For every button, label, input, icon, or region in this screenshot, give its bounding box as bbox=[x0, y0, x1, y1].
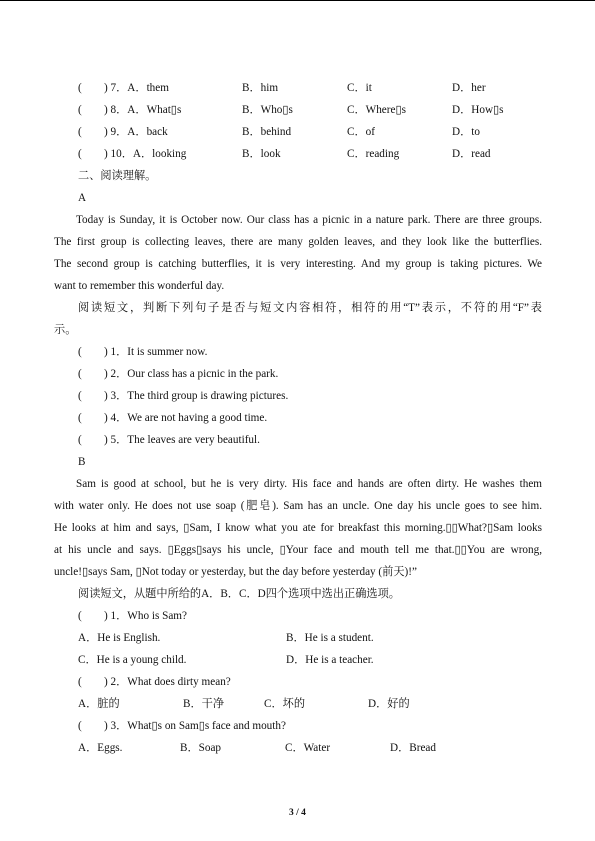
option-a: ) 7．A．them bbox=[104, 82, 169, 94]
passage-b-line: at his uncle and says. ▯Eggs▯says his uncle, ▯Your face and mouth tell me that.▯▯You are wrong, bbox=[54, 544, 542, 556]
passage-a-line: Today is Sunday, it is October now. Our class has a picnic in a nature park. There are three groups. bbox=[76, 214, 542, 226]
option-c: C．Where▯s bbox=[347, 104, 406, 116]
option-c: C．it bbox=[347, 82, 372, 94]
passage-b-line: with water only. He does not use soap (肥皂). Sam has an uncle. One day his uncle goes to see him. bbox=[54, 500, 542, 512]
option-c: C．of bbox=[347, 126, 375, 138]
passage-b-line: Sam is good at school, but he is very dirty. His face and hands are often dirty. He washes them bbox=[76, 478, 542, 490]
answer-bracket: ( bbox=[78, 126, 82, 138]
question-text: ) 2．Our class has a picnic in the park. bbox=[104, 368, 279, 380]
question-text: ) 1．Who is Sam? bbox=[104, 610, 187, 622]
option-b: B．Who▯s bbox=[242, 104, 293, 116]
option-b: B．behind bbox=[242, 126, 292, 138]
passage-a-line: want to remember this wonderful day. bbox=[54, 280, 225, 292]
option-b: B．干净 bbox=[183, 698, 225, 710]
option-b: B．Soap bbox=[180, 742, 222, 754]
option-b: B．look bbox=[242, 148, 281, 160]
page-top-rule bbox=[0, 0, 595, 1]
passage-a-line: The second group is catching butterflies, it is very interesting. And my group is taking pictures. We bbox=[54, 258, 542, 270]
option-c: C．坏的 bbox=[264, 698, 306, 710]
answer-bracket: ( bbox=[78, 390, 82, 402]
option-d: D．好的 bbox=[368, 698, 410, 710]
passage-b-line: uncle!▯says Sam, ▯Not today or yesterday, but the day before yesterday (前天)!” bbox=[54, 566, 417, 578]
passage-b-label: B bbox=[78, 456, 86, 468]
question-text: ) 4．We are not having a good time. bbox=[104, 412, 268, 424]
question-text: ) 3．The third group is drawing pictures. bbox=[104, 390, 289, 402]
answer-bracket: ( bbox=[78, 610, 82, 622]
option-a: A．脏的 bbox=[78, 698, 120, 710]
option-a: A．He is English. bbox=[78, 632, 161, 644]
answer-bracket: ( bbox=[78, 676, 82, 688]
answer-bracket: ( bbox=[78, 104, 82, 116]
question-text: ) 1．It is summer now. bbox=[104, 346, 208, 358]
answer-bracket: ( bbox=[78, 148, 82, 160]
option-d: D．He is a teacher. bbox=[286, 654, 374, 666]
option-a: ) 10．A．looking bbox=[104, 148, 187, 160]
question-text: ) 3．What▯s on Sam▯s face and mouth? bbox=[104, 720, 286, 732]
option-a: ) 9．A．back bbox=[104, 126, 168, 138]
passage-a-label: A bbox=[78, 192, 87, 204]
answer-bracket: ( bbox=[78, 434, 82, 446]
instruction-line: 阅读短文，从题中所给的A．B．C．D四个选项中选出正确选项。 bbox=[78, 588, 400, 600]
option-c: C．Water bbox=[285, 742, 331, 754]
answer-bracket: ( bbox=[78, 720, 82, 732]
section-title: 二、阅读理解。 bbox=[78, 170, 157, 182]
page-number: 3 / 4 bbox=[289, 808, 306, 818]
instruction-line: 示。 bbox=[54, 324, 77, 336]
answer-bracket: ( bbox=[78, 412, 82, 424]
option-c: C．reading bbox=[347, 148, 400, 160]
instruction-line: 阅读短文，判断下列句子是否与短文内容相符，相符的用“T”表示，不符的用“F”表 bbox=[78, 302, 542, 314]
option-d: D．to bbox=[452, 126, 480, 138]
option-b: B．He is a student. bbox=[286, 632, 374, 644]
option-c: C．He is a young child. bbox=[78, 654, 187, 666]
option-b: B．him bbox=[242, 82, 279, 94]
answer-bracket: ( bbox=[78, 346, 82, 358]
answer-bracket: ( bbox=[78, 368, 82, 380]
option-a: A．Eggs. bbox=[78, 742, 123, 754]
option-d: D．read bbox=[452, 148, 491, 160]
option-a: ) 8．A．What▯s bbox=[104, 104, 182, 116]
option-d: D．Bread bbox=[390, 742, 436, 754]
question-text: ) 2．What does dirty mean? bbox=[104, 676, 231, 688]
answer-bracket: ( bbox=[78, 82, 82, 94]
option-d: D．How▯s bbox=[452, 104, 504, 116]
passage-b-line: He looks at him and says, ▯Sam, I know what you ate for breakfast this morning.▯▯What?▯Sam looks bbox=[54, 522, 542, 534]
question-text: ) 5．The leaves are very beautiful. bbox=[104, 434, 260, 446]
option-d: D．her bbox=[452, 82, 486, 94]
passage-a-line: The first group is collecting leaves, there are many golden leaves, and they look like the butterflies. bbox=[54, 236, 542, 248]
